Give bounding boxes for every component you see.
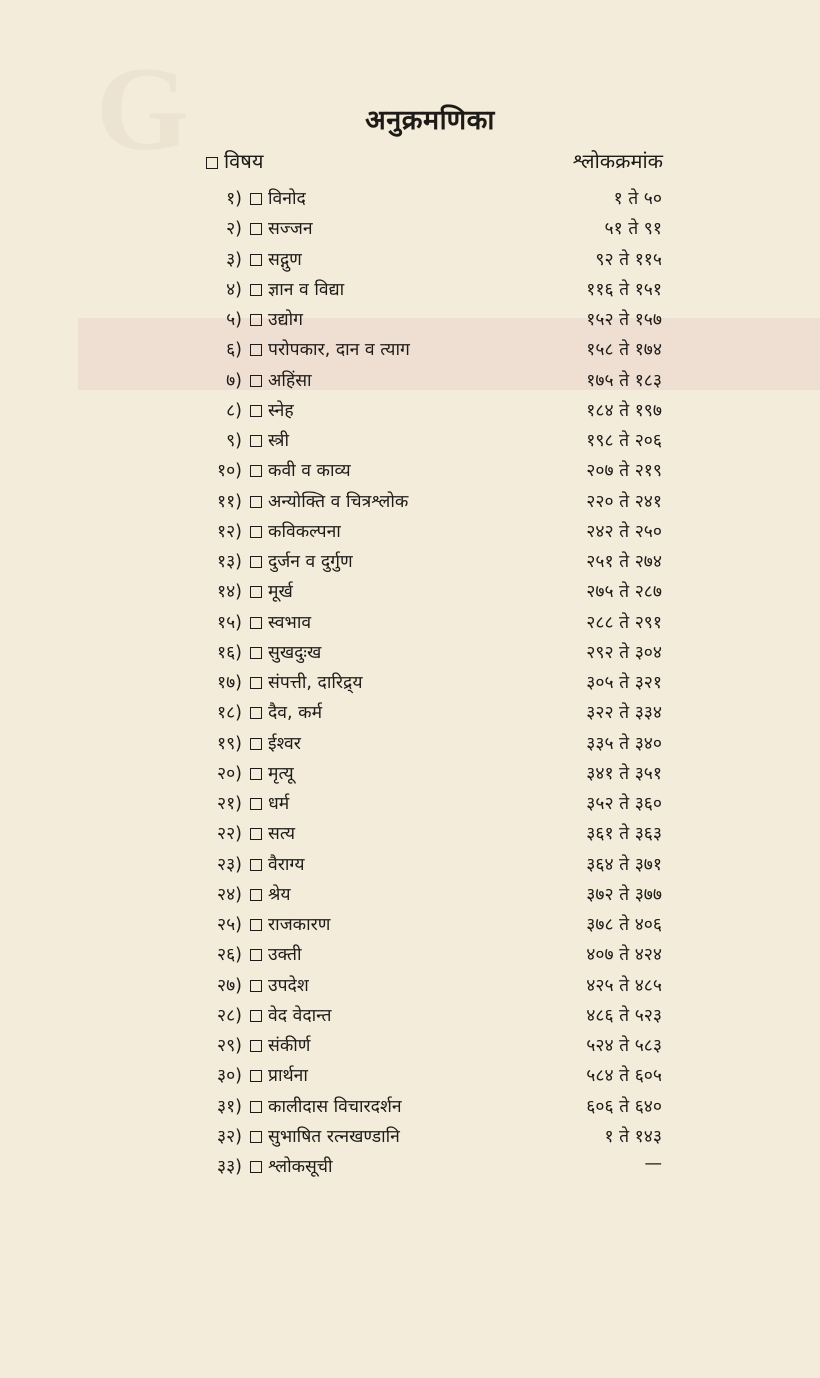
entry-shloka-range: ३६४ ते ३७१ — [586, 854, 662, 875]
entry-topic-label: कवी व काव्य — [268, 461, 351, 482]
entry-topic-label: दुर्जन व दुर्गुण — [268, 552, 353, 572]
entry-topic — [250, 307, 303, 331]
entry-topic — [250, 1033, 310, 1057]
entry-shloka-range: ५२४ ते ५८३ — [586, 1036, 662, 1056]
checkbox-icon — [250, 707, 262, 719]
entry-topic-label: श्रेय — [268, 884, 291, 905]
toc-entry — [0, 1121, 820, 1151]
checkbox-icon — [250, 496, 262, 508]
entry-shloka-range: १ ते ५० — [613, 189, 662, 209]
entry-number: ३०) — [216, 1066, 242, 1087]
checkbox-icon — [250, 768, 262, 780]
checkbox-icon — [250, 1070, 262, 1082]
entry-shloka-range: २८८ ते २९१ — [586, 612, 662, 633]
entry-topic — [250, 337, 410, 361]
entry-topic-label: संपत्ती, दारिद्र्य — [268, 673, 363, 693]
entry-topic — [250, 428, 289, 452]
entry-shloka-range: १८४ ते १९७ — [586, 400, 662, 421]
entry-shloka-range: २२० ते २४१ — [586, 491, 662, 512]
toc-entry — [0, 183, 820, 213]
entry-shloka-range: ४०७ ते ४२४ — [586, 945, 662, 966]
entry-topic-label: अहिंसा — [268, 370, 312, 391]
checkbox-icon — [250, 193, 262, 205]
entry-topic — [250, 1003, 332, 1027]
entry-number: १९) — [216, 733, 242, 754]
entry-shloka-range: ५८४ ते ६०५ — [586, 1066, 662, 1087]
entry-topic — [250, 1063, 308, 1087]
entry-shloka-range: २४२ ते २५० — [586, 521, 662, 542]
checkbox-icon — [250, 586, 262, 598]
entry-topic — [250, 912, 330, 936]
checkbox-icon — [250, 738, 262, 750]
checkbox-icon — [250, 344, 262, 356]
checkbox-icon — [250, 949, 262, 961]
entry-number: ४) — [226, 279, 242, 300]
checkbox-icon — [250, 1040, 262, 1052]
entry-shloka-range: ४८६ ते ५२३ — [586, 1005, 662, 1026]
entry-shloka-range: २५१ ते २७४ — [586, 552, 662, 572]
topic-column-header — [206, 147, 263, 174]
entry-number: ५) — [226, 310, 242, 330]
entry-number: ७) — [226, 370, 242, 391]
entry-topic — [250, 398, 294, 422]
table-of-contents — [0, 183, 820, 1181]
toc-entry — [0, 818, 820, 848]
entry-number: ३२) — [216, 1126, 242, 1147]
toc-entry — [0, 334, 820, 364]
entry-shloka-range: २०७ ते २१९ — [586, 461, 662, 482]
entry-number: ६) — [226, 340, 242, 361]
entry-topic-label: परोपकार, दान व त्याग — [268, 340, 410, 361]
entry-number: १०) — [216, 461, 242, 482]
entry-topic-label: उद्योग — [268, 310, 303, 330]
entry-topic — [250, 519, 341, 543]
entry-topic-label: स्नेह — [268, 400, 294, 421]
entry-number: २) — [226, 219, 242, 240]
page-title: अनुक्रमणिका — [365, 105, 495, 136]
toc-entry — [0, 697, 820, 727]
entry-topic — [250, 368, 312, 392]
toc-entry — [0, 304, 820, 334]
entry-topic-label: ज्ञान व विद्या — [268, 279, 345, 300]
toc-entry — [0, 395, 820, 425]
entry-shloka-range: ४२५ ते ४८५ — [586, 975, 662, 996]
toc-entry — [0, 1030, 820, 1060]
toc-entry — [0, 576, 820, 606]
entry-topic-label: सज्जन — [268, 219, 313, 240]
entry-topic-label: मूर्ख — [268, 582, 293, 603]
entry-number: २०) — [216, 763, 242, 784]
checkbox-icon — [250, 677, 262, 689]
entry-number: १७) — [216, 673, 242, 693]
checkbox-icon — [250, 314, 262, 326]
entry-shloka-range: १७५ ते १८३ — [586, 370, 662, 391]
entry-topic — [250, 670, 362, 694]
entry-number: १८) — [216, 703, 242, 724]
entry-topic — [250, 821, 295, 845]
checkbox-icon — [250, 889, 262, 901]
entry-topic-label: विनोद — [268, 189, 306, 209]
checkbox-icon — [250, 375, 262, 387]
entry-topic — [250, 973, 309, 997]
toc-entry — [0, 274, 820, 304]
checkbox-icon — [250, 1161, 262, 1173]
checkbox-icon — [250, 526, 262, 538]
entry-topic-label: सत्य — [268, 824, 296, 845]
entry-topic-label: उपदेश — [268, 975, 309, 996]
checkbox-icon — [206, 157, 218, 169]
entry-shloka-range: ११६ ते १५१ — [586, 279, 662, 300]
checkbox-icon — [250, 254, 262, 266]
checkbox-icon — [250, 223, 262, 235]
checkbox-icon — [250, 1131, 262, 1143]
entry-topic — [250, 761, 294, 785]
checkbox-icon — [250, 405, 262, 417]
entry-topic — [250, 852, 305, 876]
entry-number: २८) — [216, 1005, 242, 1026]
entry-shloka-range: १५८ ते १७४ — [586, 340, 662, 361]
entry-topic-label: ईश्वर — [268, 733, 301, 754]
entry-shloka-range: ३२२ ते ३३४ — [586, 703, 662, 724]
entry-shloka-range: ३३५ ते ३४० — [586, 733, 662, 754]
entry-topic-label: श्लोकसूची — [268, 1157, 333, 1177]
entry-topic-label: प्रार्थना — [268, 1066, 308, 1087]
entry-number: २९) — [216, 1036, 242, 1056]
topic-header-label: विषय — [224, 149, 264, 173]
entry-topic — [250, 942, 301, 966]
entry-topic-label: कालीदास विचारदर्शन — [268, 1096, 402, 1117]
entry-topic — [250, 277, 344, 301]
entry-shloka-range: ३७२ ते ३७७ — [586, 884, 662, 905]
entry-number: ३३) — [216, 1157, 242, 1177]
toc-entry — [0, 1151, 820, 1181]
entry-topic — [250, 640, 321, 664]
toc-entry — [0, 637, 820, 667]
range-column-header: श्लोकक्रमांक — [572, 149, 663, 173]
checkbox-icon — [250, 465, 262, 477]
entry-number: २७) — [216, 975, 242, 996]
entry-topic-label: दैव, कर्म — [268, 703, 323, 724]
toc-entry — [0, 546, 820, 576]
entry-topic — [250, 247, 302, 271]
entry-topic-label: सुखदुःख — [268, 642, 322, 663]
entry-shloka-range: ३५२ ते ३६० — [586, 794, 662, 814]
entry-shloka-range: ९२ ते ११५ — [595, 249, 662, 270]
toc-entry — [0, 909, 820, 939]
entry-number: ३) — [226, 249, 242, 270]
checkbox-icon — [250, 647, 262, 659]
entry-number: १) — [226, 189, 242, 209]
entry-topic — [250, 1094, 402, 1118]
entry-shloka-range: ५१ ते ९१ — [604, 219, 662, 240]
entry-topic — [250, 700, 322, 724]
toc-entry — [0, 486, 820, 516]
checkbox-icon — [250, 617, 262, 629]
toc-entry — [0, 849, 820, 879]
toc-entry — [0, 244, 820, 274]
entry-topic — [250, 791, 289, 815]
entry-topic-label: स्त्री — [268, 431, 289, 451]
toc-entry — [0, 365, 820, 395]
entry-number: २१) — [216, 794, 242, 814]
checkbox-icon — [250, 1010, 262, 1022]
entry-shloka-range: ३७८ ते ४०६ — [586, 915, 662, 935]
entry-topic-label: कविकल्पना — [268, 521, 341, 542]
entry-shloka-range: १९८ ते २०६ — [586, 431, 662, 451]
entry-topic — [250, 610, 311, 634]
entry-shloka-range: ३६१ ते ३६३ — [586, 824, 662, 845]
checkbox-icon — [250, 798, 262, 810]
entry-shloka-range: ६०६ ते ६४० — [586, 1096, 662, 1117]
toc-entry — [0, 425, 820, 455]
entry-topic-label: वेद वेदान्त — [268, 1005, 332, 1026]
entry-topic-label: सद्गुण — [268, 249, 302, 270]
toc-entry — [0, 1060, 820, 1090]
toc-entry — [0, 607, 820, 637]
entry-topic-label: धर्म — [268, 794, 290, 814]
entry-topic — [250, 216, 313, 240]
entry-topic — [250, 186, 306, 210]
entry-topic — [250, 458, 351, 482]
entry-number: २२) — [216, 824, 242, 845]
entry-topic — [250, 1154, 333, 1178]
entry-topic-label: अन्योक्ति व चित्रश्लोक — [268, 491, 409, 512]
entry-shloka-range: १ ते १४३ — [604, 1126, 662, 1147]
entry-shloka-range: २७५ ते २८७ — [586, 582, 662, 603]
entry-topic-label: वैराग्य — [268, 854, 305, 875]
entry-topic-label: संकीर्ण — [268, 1036, 311, 1056]
entry-topic-label: मृत्यू — [268, 763, 294, 784]
entry-number: १६) — [216, 642, 242, 663]
entry-topic — [250, 489, 408, 513]
entry-number: १२) — [216, 521, 242, 542]
toc-entry — [0, 516, 820, 546]
toc-entry — [0, 1091, 820, 1121]
entry-number: २५) — [216, 915, 242, 935]
entry-number: २६) — [216, 945, 242, 966]
checkbox-icon — [250, 828, 262, 840]
entry-number: १५) — [216, 612, 242, 633]
toc-entry — [0, 970, 820, 1000]
checkbox-icon — [250, 980, 262, 992]
entry-shloka-range: १५२ ते १५७ — [586, 310, 662, 330]
entry-shloka-range: ३०५ ते ३२१ — [586, 673, 662, 693]
entry-shloka-range: ३४१ ते ३५१ — [586, 763, 662, 784]
entry-topic — [250, 882, 291, 906]
entry-topic — [250, 549, 353, 573]
entry-number: ११) — [216, 491, 242, 512]
toc-entry — [0, 213, 820, 243]
entry-shloka-range: २९२ ते ३०४ — [586, 642, 662, 663]
toc-entry — [0, 455, 820, 485]
entry-topic — [250, 579, 293, 603]
entry-number: २४) — [216, 884, 242, 905]
toc-entry — [0, 879, 820, 909]
entry-topic-label: उक्ती — [268, 945, 302, 966]
entry-topic-label: सुभाषित रत्नखण्डानि — [268, 1126, 400, 1147]
checkbox-icon — [250, 1101, 262, 1113]
entry-number: २३) — [216, 854, 242, 875]
checkbox-icon — [250, 435, 262, 447]
checkbox-icon — [250, 919, 262, 931]
entry-number: १४) — [216, 582, 242, 603]
entry-topic-label: स्वभाव — [268, 612, 312, 633]
entry-number: ९) — [226, 431, 242, 451]
entry-topic-label: राजकारण — [268, 915, 331, 935]
toc-entry — [0, 728, 820, 758]
entry-number: ८) — [226, 400, 242, 421]
checkbox-icon — [250, 859, 262, 871]
toc-entry — [0, 788, 820, 818]
entry-number: ३१) — [216, 1096, 242, 1117]
toc-entry — [0, 1000, 820, 1030]
checkbox-icon — [250, 284, 262, 296]
toc-entry — [0, 667, 820, 697]
bleed-through-mark: G — [96, 42, 190, 175]
toc-entry — [0, 758, 820, 788]
entry-number: १३) — [216, 552, 242, 572]
entry-topic — [250, 1124, 400, 1148]
entry-topic — [250, 731, 301, 755]
entry-shloka-range: — — [644, 1154, 662, 1174]
toc-entry — [0, 939, 820, 969]
checkbox-icon — [250, 556, 262, 568]
